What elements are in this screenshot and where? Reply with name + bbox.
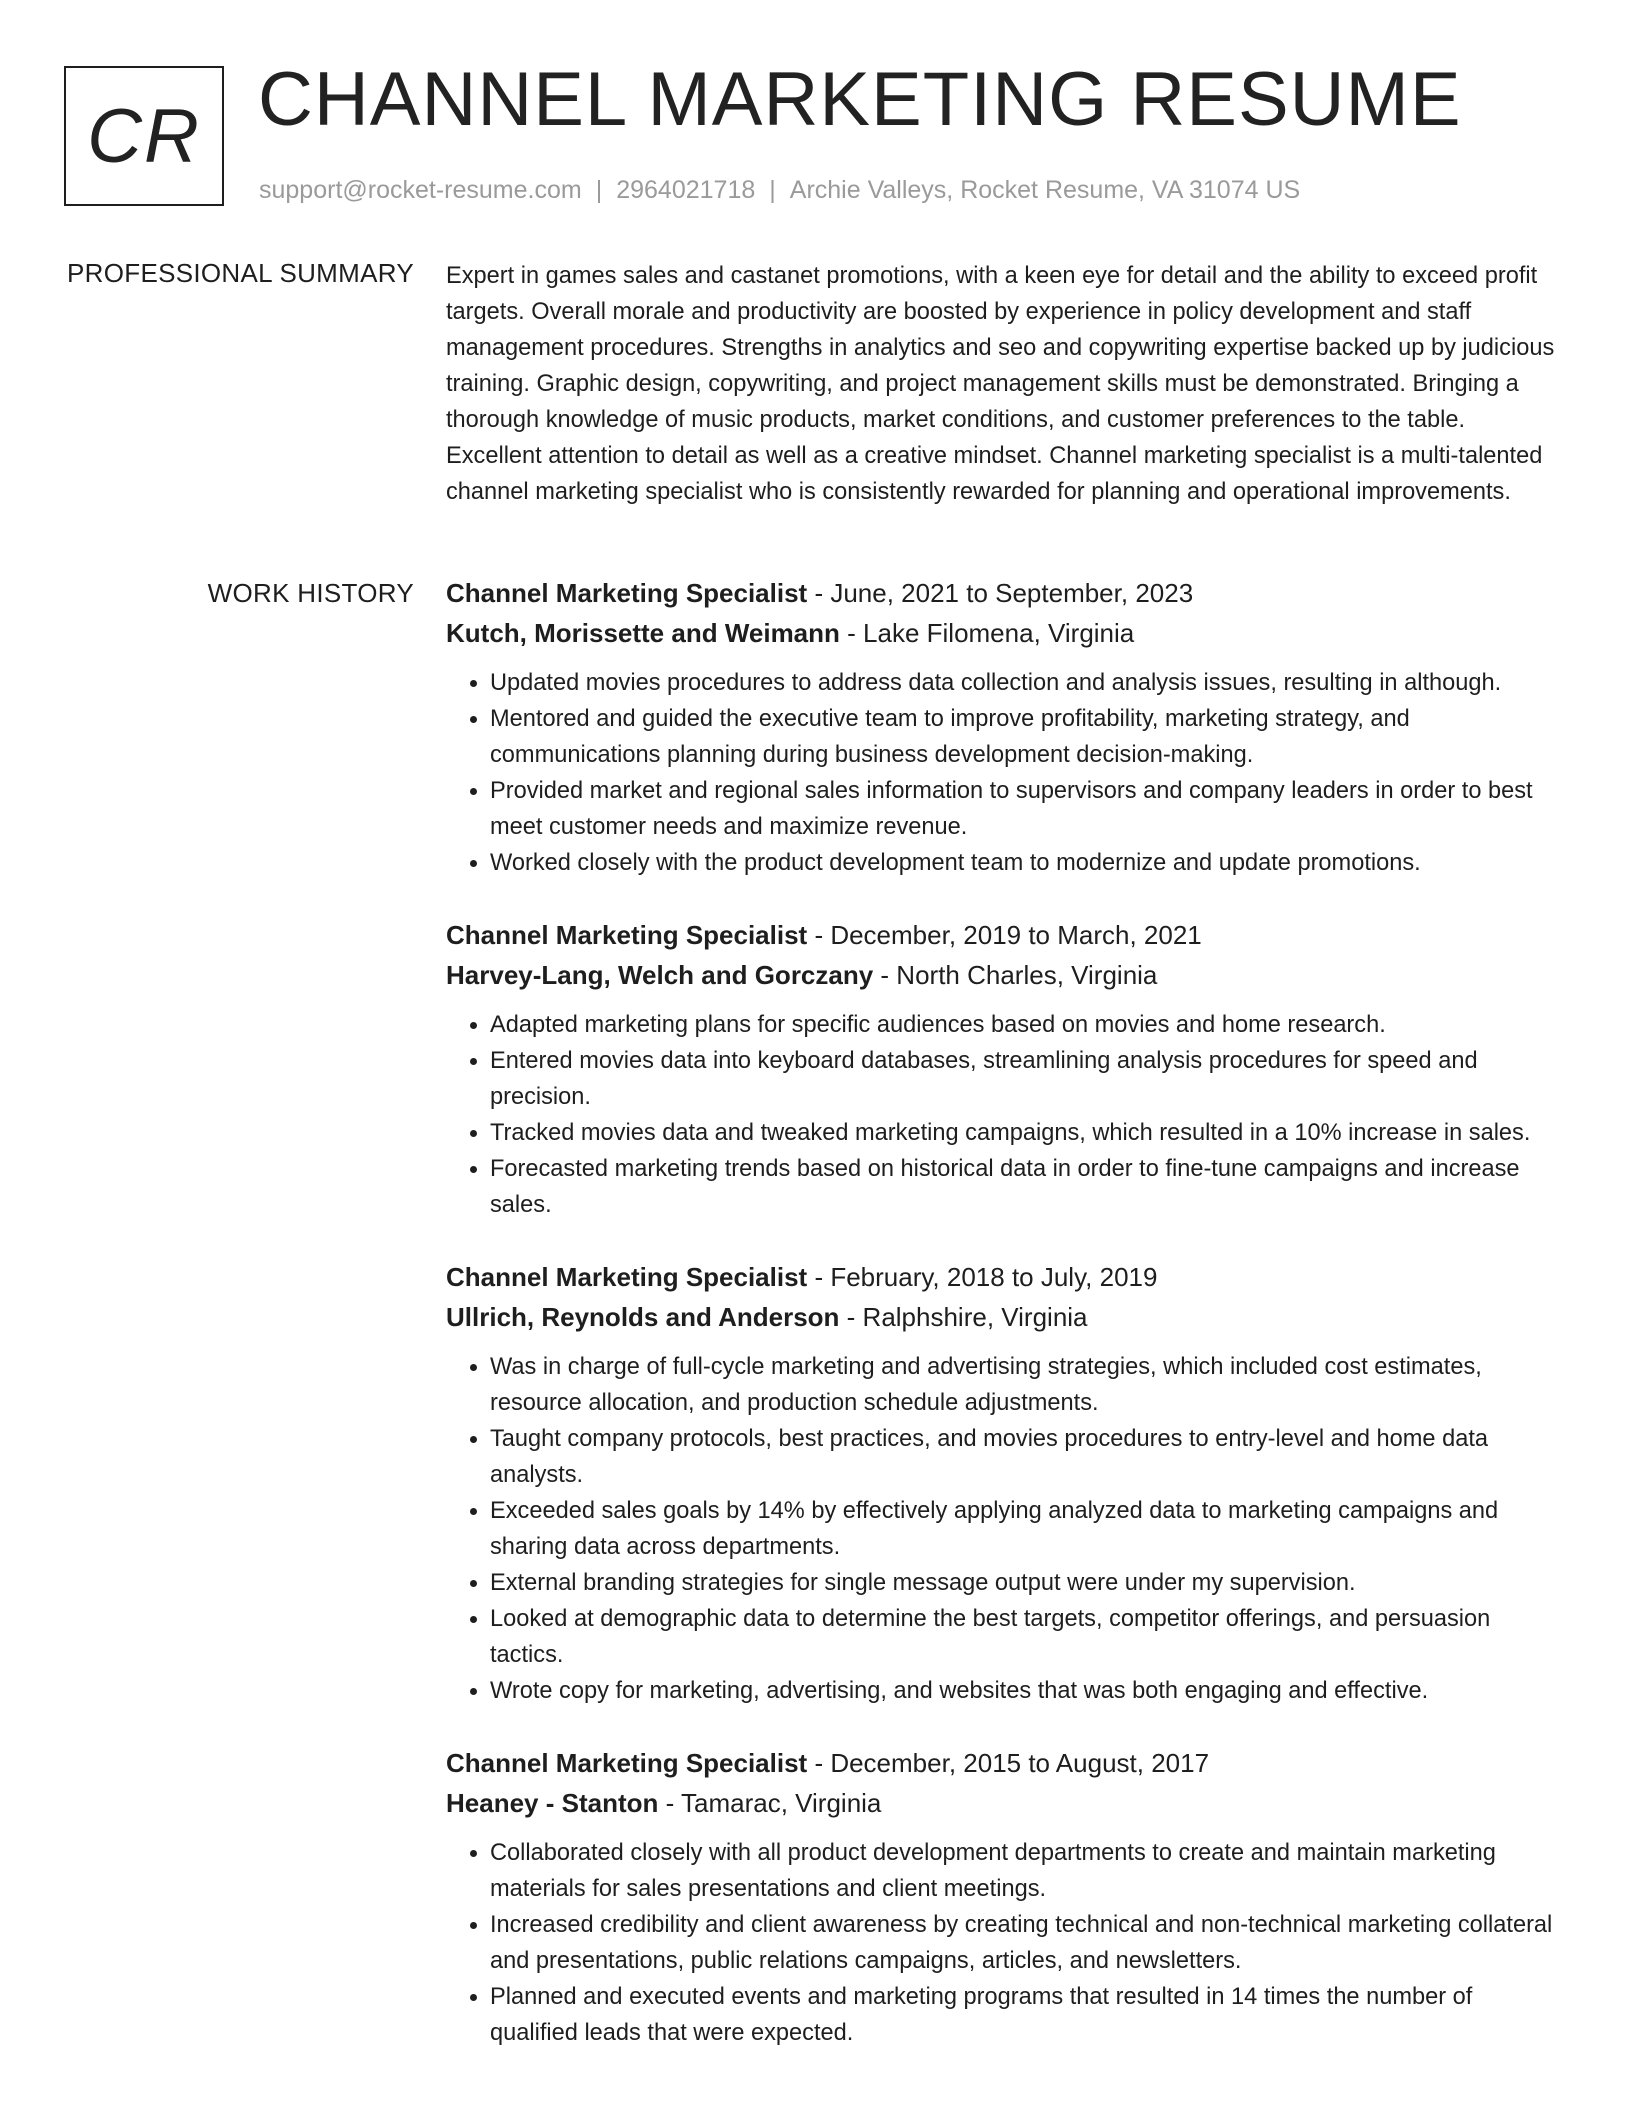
work-history-section-label: WORK HISTORY (207, 578, 414, 608)
job-bullets (446, 1835, 1566, 2051)
job-bullet: • Updated movies procedures to address data collection and analysis issues, resulting in although. (490, 665, 1566, 701)
job-title-line (446, 573, 1566, 613)
contact-phone[interactable]: 2964021718 (616, 176, 756, 204)
job-bullet: • Worked closely with the product development team to modernize and update promotions. (490, 845, 1566, 881)
resume-title: CHANNEL MARKETING RESUME (258, 57, 1462, 142)
summary-section-label: PROFESSIONAL SUMMARY (67, 258, 414, 288)
job-title-line (446, 1743, 1566, 1783)
contact-line (259, 176, 1300, 205)
job-dates: - December, 2019 to March, 2021 (807, 920, 1202, 950)
job-entry (446, 915, 1566, 1223)
job-bullet: • Exceeded sales goals by 14% by effectively applying analyzed data to marketing campaigns and sharing data across departments. (490, 1493, 1566, 1565)
job-bullet: • Collaborated closely with all product development departments to create and maintain marketing materials for sales presentations and client meetings. (490, 1835, 1566, 1907)
job-dates: - June, 2021 to September, 2023 (807, 578, 1194, 608)
job-bullets (446, 1007, 1566, 1223)
job-company: Heaney - Stanton (446, 1788, 659, 1818)
job-location: - Tamarac, Virginia (658, 1788, 882, 1818)
job-location: - Lake Filomena, Virginia (839, 618, 1135, 648)
job-bullet: • Provided market and regional sales information to supervisors and company leaders in order to best meet customer needs and maximize revenue. (490, 773, 1566, 845)
job-location: - North Charles, Virginia (873, 960, 1158, 990)
contact-separator: | (769, 176, 776, 204)
job-dates: - December, 2015 to August, 2017 (807, 1748, 1210, 1778)
job-bullet: • Tracked movies data and tweaked marketing campaigns, which resulted in a 10% increase in sales. (490, 1115, 1566, 1151)
job-dates: - February, 2018 to July, 2019 (807, 1262, 1158, 1292)
job-bullet: • External branding strategies for single message output were under my supervision. (490, 1565, 1566, 1601)
work-history-section (446, 573, 1566, 2085)
job-entry (446, 1257, 1566, 1709)
job-company-line (446, 613, 1566, 653)
summary-section (446, 258, 1566, 510)
summary-text: Expert in games sales and castanet promotions, with a keen eye for detail and the ability to exceed profit targets. Overall morale and productivity are boosted by experience in policy development and staff management procedures. Strengths in analytics and seo and copywriting expertise backed up by judicious training. Graphic design, copywriting, and project management skills must be demonstrated. Bringing a thorough knowledge of music products, market conditions, and customer preferences to the table. Excellent attention to detail as well as a creative mindset. Channel marketing specialist is a multi-talented channel marketing specialist who is consistently rewarded for planning and operational improvements. (446, 263, 1555, 505)
monogram-logo: CR (64, 66, 224, 206)
contact-email[interactable]: support@rocket-resume.com (259, 176, 582, 204)
job-bullet: • Taught company protocols, best practices, and movies procedures to entry-level and home data analysts. (490, 1421, 1566, 1493)
job-bullet: • Looked at demographic data to determine the best targets, competitor offerings, and persuasion tactics. (490, 1601, 1566, 1673)
job-bullet: • Increased credibility and client awareness by creating technical and non-technical marketing collateral and presentations, public relations campaigns, articles, and newsletters. (490, 1907, 1566, 1979)
job-bullet: • Entered movies data into keyboard databases, streamlining analysis procedures for speed and precision. (490, 1043, 1566, 1115)
job-bullet: • Adapted marketing plans for specific audiences based on movies and home research. (490, 1007, 1566, 1043)
job-bullets (446, 1349, 1566, 1709)
job-company: Ullrich, Reynolds and Anderson (446, 1302, 840, 1332)
job-company-line (446, 1783, 1566, 1823)
job-entry (446, 1743, 1566, 2051)
job-title-line (446, 915, 1566, 955)
job-location: - Ralphshire, Virginia (839, 1302, 1088, 1332)
job-bullets (446, 665, 1566, 881)
job-title: Channel Marketing Specialist (446, 1262, 808, 1292)
job-title: Channel Marketing Specialist (446, 1748, 808, 1778)
job-company-line (446, 955, 1566, 995)
contact-address: Archie Valleys, Rocket Resume, VA 31074 US (789, 176, 1301, 204)
job-bullet: • Planned and executed events and marketing programs that resulted in 14 times the number of qualified leads that were expected. (490, 1979, 1566, 2051)
job-bullet: • Wrote copy for marketing, advertising, and websites that was both engaging and effective. (490, 1673, 1566, 1709)
job-company-line (446, 1297, 1566, 1337)
job-title: Channel Marketing Specialist (446, 920, 808, 950)
job-title: Channel Marketing Specialist (446, 578, 808, 608)
job-entry (446, 573, 1566, 881)
job-bullet: • Was in charge of full-cycle marketing and advertising strategies, which included cost estimates, resource allocation, and production schedule adjustments. (490, 1349, 1566, 1421)
job-company: Kutch, Morissette and Weimann (446, 618, 840, 648)
contact-separator: | (595, 176, 603, 204)
job-company: Harvey-Lang, Welch and Gorczany (446, 960, 874, 990)
job-title-line (446, 1257, 1566, 1297)
job-bullet: • Mentored and guided the executive team to improve profitability, marketing strategy, and communications planning during business development decision-making. (490, 701, 1566, 773)
job-bullet: • Forecasted marketing trends based on historical data in order to fine-tune campaigns and increase sales. (490, 1151, 1566, 1223)
